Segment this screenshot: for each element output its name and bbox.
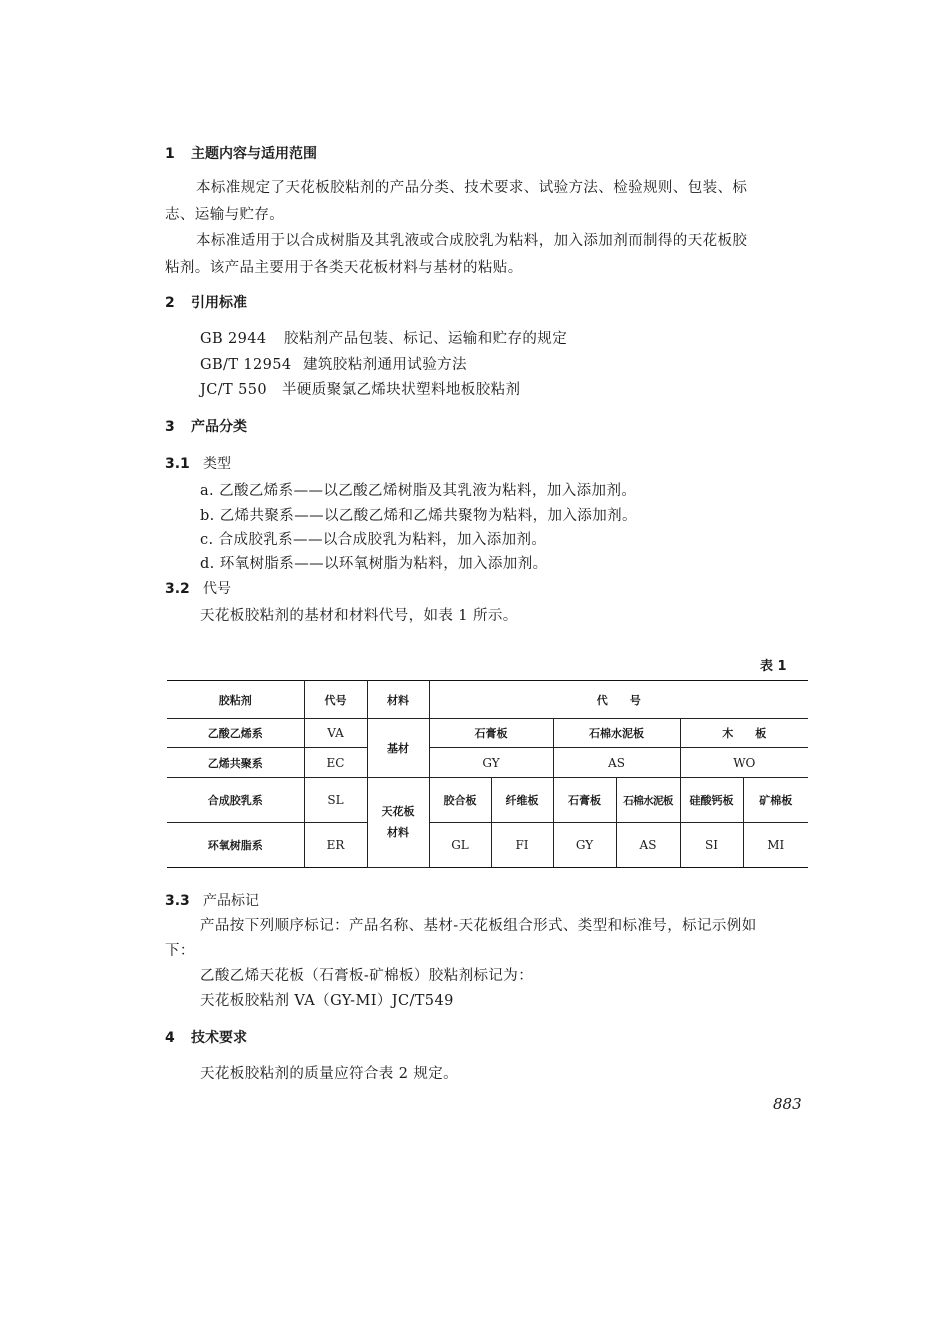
table-header-row <box>167 681 808 719</box>
section-number: 4 <box>165 1030 175 1046</box>
ceiling-label-line: 天花板 <box>381 804 415 818</box>
row-code-cell: EC <box>304 748 367 778</box>
table-row <box>167 719 808 748</box>
row-name-cell: 合成胶乳系 <box>167 778 304 823</box>
paragraph: 粘剂。该产品主要用于各类天花板材料与基材的粘贴。 <box>165 260 523 276</box>
type-item: d. 环氧树脂系——以环氧树脂为粘料，加入添加剂。 <box>200 556 548 572</box>
ceiling-name-cell: 纤维板 <box>491 778 553 823</box>
type-item: b. 乙烯共聚系——以乙酸乙烯和乙烯共聚物为粘料，加入添加剂。 <box>200 508 637 524</box>
section-4-heading <box>165 1027 247 1047</box>
row-name-cell: 环氧树脂系 <box>167 823 304 868</box>
ceiling-code-cell: SI <box>680 823 743 868</box>
ceiling-name-cell: 胶合板 <box>429 778 491 823</box>
type-item: a. 乙酸乙烯系——以乙酸乙烯树脂及其乳液为粘料，加入添加剂。 <box>200 483 637 499</box>
subsection-3-2-heading <box>165 578 231 598</box>
example-line: 天花板胶粘剂 VA（GY-MI）JC/T549 <box>200 993 454 1009</box>
paragraph: 本标准适用于以合成树脂及其乳液或合成胶乳为粘料，加入添加剂而制得的天花板胶 <box>196 233 748 249</box>
paragraph: 产品按下列顺序标记：产品名称、基材-天花板组合形式、类型和标准号，标记示例如 <box>200 918 757 934</box>
reference-item <box>200 327 567 348</box>
base-code-cell: AS <box>553 748 680 778</box>
section-title: 产品分类 <box>191 419 247 435</box>
ceiling-name-cell: 石膏板 <box>553 778 616 823</box>
section-number: 1 <box>165 146 175 162</box>
code-table <box>167 680 808 868</box>
section-1-heading <box>165 143 317 163</box>
subsection-3-3-heading <box>165 890 259 910</box>
base-name-cell: 石棉水泥板 <box>553 719 680 748</box>
ceiling-code-cell: FI <box>491 823 553 868</box>
reference-code: GB/T 12954 <box>200 357 292 373</box>
section-title: 主题内容与适用范围 <box>191 146 317 162</box>
header-cell: 材料 <box>367 681 429 719</box>
paragraph: 天花板胶粘剂的质量应符合表 2 规定。 <box>200 1066 459 1082</box>
header-cell: 胶粘剂 <box>167 681 304 719</box>
header-cell: 代号 <box>304 681 367 719</box>
reference-code: GB 2944 <box>200 331 267 347</box>
row-code-cell: ER <box>304 823 367 868</box>
ceiling-code-cell: MI <box>743 823 808 868</box>
paragraph: 本标准规定了天花板胶粘剂的产品分类、技术要求、试验方法、检验规则、包装、标 <box>196 180 748 196</box>
subsection-title: 类型 <box>203 456 231 472</box>
paragraph: 志、运输与贮存。 <box>165 207 285 223</box>
row-name-cell: 乙酸乙烯系 <box>167 719 304 748</box>
section-title: 引用标准 <box>191 295 247 311</box>
example-line: 乙酸乙烯天花板（石膏板-矿棉板）胶粘剂标记为： <box>200 968 534 984</box>
section-3-heading <box>165 416 247 436</box>
base-label-cell: 基材 <box>367 719 429 778</box>
subsection-number: 3.2 <box>165 581 190 597</box>
table-row <box>167 823 808 868</box>
row-code-cell: SL <box>304 778 367 823</box>
reference-item <box>200 378 520 399</box>
section-title: 技术要求 <box>191 1030 247 1046</box>
subsection-title: 代号 <box>203 581 231 597</box>
table-row <box>167 748 808 778</box>
row-name-cell: 乙烯共聚系 <box>167 748 304 778</box>
header-cell: 代 号 <box>429 681 808 719</box>
base-code-cell: WO <box>680 748 808 778</box>
reference-name: 建筑胶粘剂通用试验方法 <box>303 357 467 373</box>
table-caption: 表 1 <box>760 659 787 674</box>
row-code-cell: VA <box>304 719 367 748</box>
table-row <box>167 778 808 823</box>
reference-name: 半硬质聚氯乙烯块状塑料地板胶粘剂 <box>282 382 521 398</box>
ceiling-code-cell: GY <box>553 823 616 868</box>
subsection-number: 3.1 <box>165 456 190 472</box>
ceiling-name-cell: 石棉水泥板 <box>616 778 680 823</box>
ceiling-label-line: 材料 <box>387 825 409 839</box>
subsection-title: 产品标记 <box>203 893 259 909</box>
base-name-cell: 木 板 <box>680 719 808 748</box>
paragraph: 下： <box>165 943 195 959</box>
base-code-cell: GY <box>429 748 553 778</box>
ceiling-label-cell <box>367 778 429 868</box>
reference-code: JC/T 550 <box>200 382 267 398</box>
type-item: c. 合成胶乳系——以合成胶乳为粘料，加入添加剂。 <box>200 532 547 548</box>
reference-item <box>200 353 467 374</box>
section-number: 2 <box>165 295 175 311</box>
subsection-number: 3.3 <box>165 893 190 909</box>
paragraph: 天花板胶粘剂的基材和材料代号，如表 1 所示。 <box>200 608 518 624</box>
ceiling-name-cell: 矿棉板 <box>743 778 808 823</box>
reference-name: 胶粘剂产品包装、标记、运输和贮存的规定 <box>284 331 568 347</box>
page-number: 883 <box>773 1095 802 1113</box>
section-2-heading <box>165 292 247 312</box>
base-name-cell: 石膏板 <box>429 719 553 748</box>
subsection-3-1-heading <box>165 453 231 473</box>
ceiling-code-cell: GL <box>429 823 491 868</box>
ceiling-name-cell: 硅酸钙板 <box>680 778 743 823</box>
section-number: 3 <box>165 419 175 435</box>
ceiling-code-cell: AS <box>616 823 680 868</box>
